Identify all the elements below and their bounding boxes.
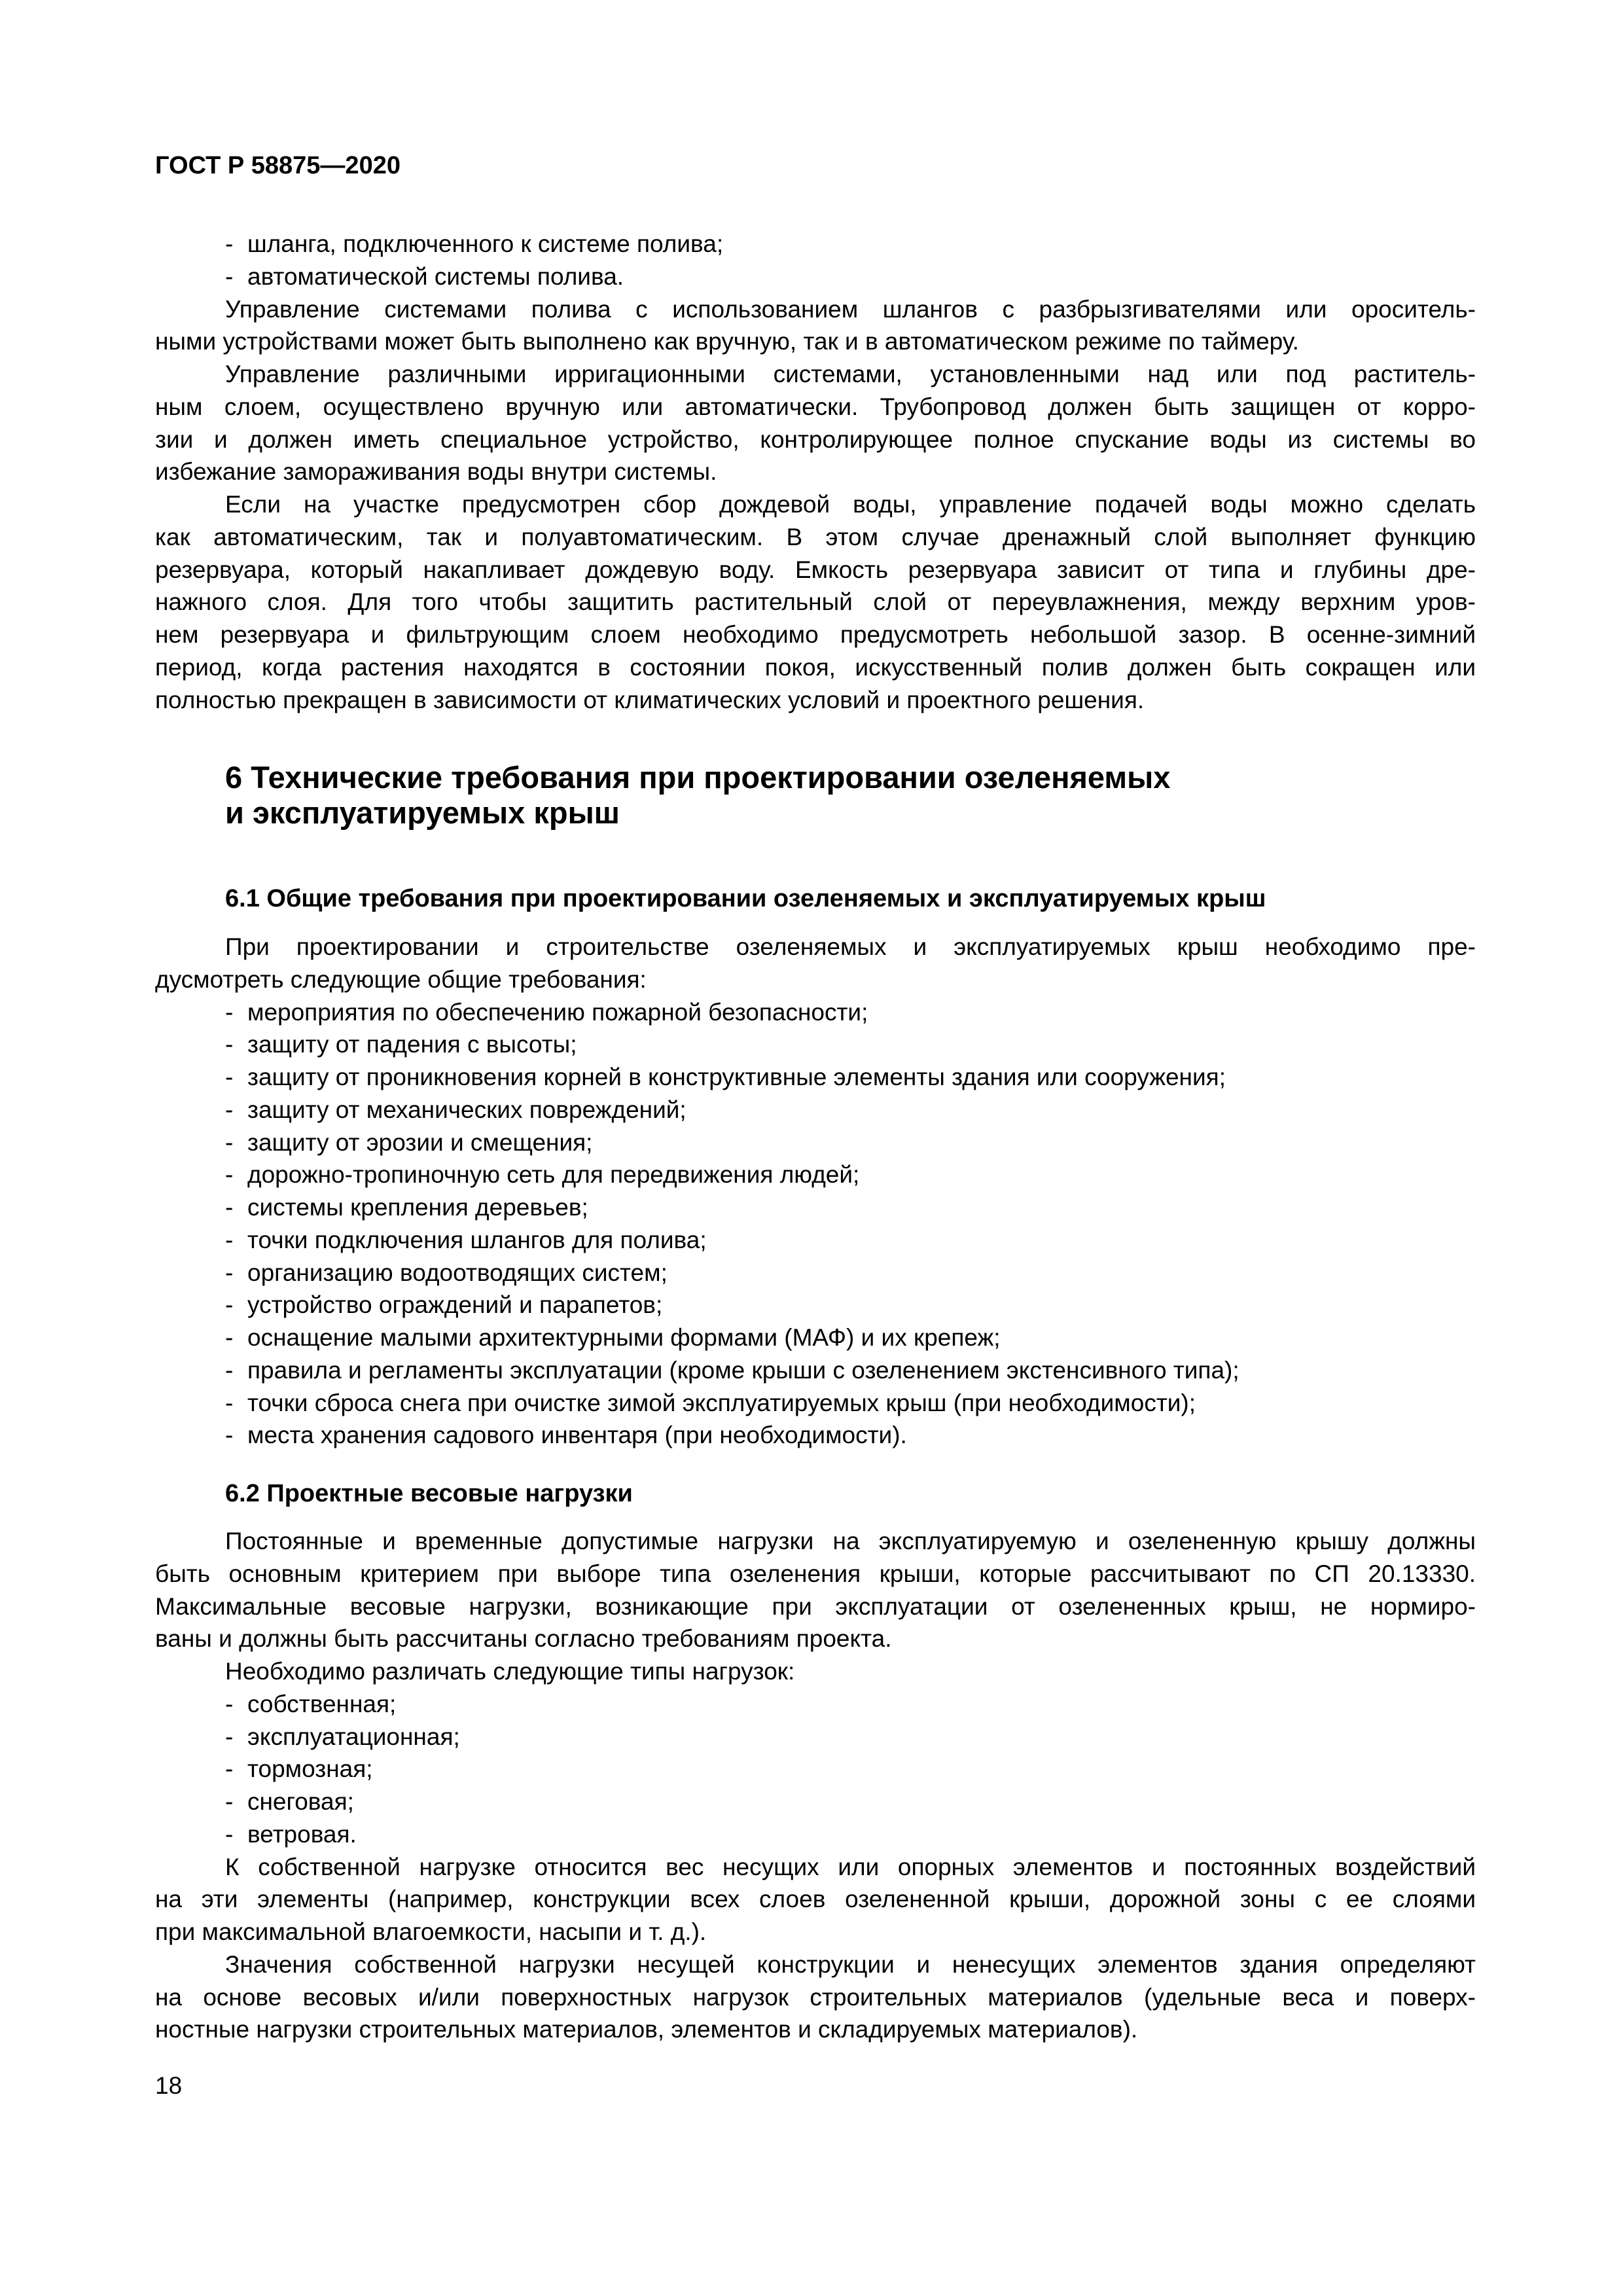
bullet-dash: -	[225, 1031, 234, 1058]
list-item: места хранения садового инвентаря (при необходимости).	[247, 1422, 907, 1449]
list-item: защиту от эрозии и смещения;	[247, 1128, 593, 1156]
bullet-dash: -	[225, 1690, 234, 1717]
list-item: дорожно-тропиночную сеть для передвижения людей;	[247, 1161, 860, 1189]
paragraph-line: ным слоем, осуществлено вручную или автоматически. Трубопровод должен быть защищен от корро-	[155, 393, 1476, 420]
paragraph-line: при максимальной влагоемкости, насыпи и т. д.).	[155, 1918, 707, 1945]
bullet-dash: -	[225, 1755, 234, 1783]
list-item: точки сброса снега при очистке зимой эксплуатируемых крыш (при необходимости);	[247, 1389, 1196, 1416]
document-header: ГОСТ Р 58875—2020	[155, 152, 401, 179]
paragraph-line: ваны и должны быть рассчитаны согласно требованиям проекта.	[155, 1625, 892, 1653]
bullet-dash: -	[225, 1356, 234, 1384]
paragraph-line: на основе весовых и/или поверхностных нагрузок строительных материалов (удельные веса и поверх-	[155, 1983, 1476, 2011]
bullet-dash: -	[225, 1324, 234, 1351]
list-item: защиту от падения с высоты;	[247, 1031, 577, 1058]
paragraph-line: дусмотреть следующие общие требования:	[155, 965, 647, 993]
paragraph-line: быть основным критерием при выборе типа озеленения крыши, которые рассчитывают по СП 20.13330.	[155, 1560, 1476, 1587]
bullet-dash: -	[225, 1422, 234, 1449]
paragraph-line: ностные нагрузки строительных материалов, элементов и складируемых материалов).	[155, 2016, 1138, 2043]
section-heading: 6 Технические требования при проектировании озеленяемых	[225, 760, 1171, 795]
list-item: правила и регламенты эксплуатации (кроме крыши с озеленением экстенсивного типа);	[247, 1356, 1240, 1384]
paragraph-line: Значения собственной нагрузки несущей конструкции и ненесущих элементов здания определяют	[225, 1950, 1476, 1978]
paragraph-line: Если на участке предусмотрен сбор дождевой воды, управление подачей воды можно сделать	[225, 491, 1476, 518]
paragraph-line: нажного слоя. Для того чтобы защитить растительный слой от переувлажнения, между верхним уров-	[155, 588, 1476, 616]
paragraph-line: на эти элементы (например, конструкции всех слоев озелененной крыши, дорожной зоны с ее слоями	[155, 1886, 1476, 1913]
list-item: ветровая.	[247, 1820, 357, 1848]
paragraph-line: зии и должен иметь специальное устройство, контролирующее полное спускание воды из системы во	[155, 425, 1476, 453]
paragraph-line: полностью прекращен в зависимости от климатических условий и проектного решения.	[155, 686, 1145, 713]
paragraph-line: Управление различными ирригационными системами, установленными над или под раститель-	[225, 361, 1476, 387]
bullet-dash: -	[225, 1723, 234, 1750]
bullet-dash: -	[225, 230, 234, 257]
bullet-dash: -	[225, 1259, 234, 1286]
paragraph-line: как автоматическим, так и полуавтоматическим. В этом случае дренажный слой выполняет функцию	[155, 523, 1476, 550]
paragraph-line: При проектировании и строительстве озеленяемых и эксплуатируемых крыш необходимо пре-	[225, 933, 1476, 960]
bullet-dash: -	[225, 1161, 234, 1189]
paragraph-line: Необходимо различать следующие типы нагрузок:	[225, 1658, 795, 1685]
paragraph-line: период, когда растения находятся в состоянии покоя, искусственный полив должен быть сокращен или	[155, 653, 1476, 681]
bullet-dash: -	[225, 1226, 234, 1253]
paragraph-line: К собственной нагрузке относится вес несущих или опорных элементов и постоянных воздействий	[225, 1853, 1476, 1880]
subsection-heading: 6.1 Общие требования при проектировании озеленяемых и эксплуатируемых крыш	[225, 885, 1266, 912]
paragraph-line: ными устройствами может быть выполнено как вручную, так и в автоматическом режиме по таймеру.	[155, 328, 1299, 355]
list-item: точки подключения шлангов для полива;	[247, 1226, 707, 1253]
paragraph-line: Максимальные весовые нагрузки, возникающие при эксплуатации от озелененных крыш, не нормиро-	[155, 1592, 1476, 1620]
list-item: устройство ограждений и парапетов;	[247, 1291, 663, 1319]
bullet-dash: -	[225, 998, 234, 1026]
bullet-dash: -	[225, 1064, 234, 1090]
list-item: защиту от проникновения корней в конструктивные элементы здания или сооружения;	[247, 1064, 1226, 1090]
bullet-dash: -	[225, 1194, 234, 1221]
list-item: организацию водоотводящих систем;	[247, 1259, 668, 1286]
section-heading: и эксплуатируемых крыш	[225, 795, 620, 830]
list-item: автоматической системы полива.	[247, 262, 624, 290]
bullet-dash: -	[225, 1389, 234, 1416]
list-item: шланга, подключенного к системе полива;	[247, 230, 724, 257]
list-item: защиту от механических повреждений;	[247, 1096, 687, 1123]
list-item: мероприятия по обеспечению пожарной безопасности;	[247, 998, 868, 1026]
list-item: тормозная;	[247, 1755, 373, 1783]
paragraph-line: резервуара, который накапливает дождевую воду. Емкость резервуара зависит от типа и глубины дре-	[155, 556, 1476, 583]
list-item: оснащение малыми архитектурными формами (МАФ) и их крепеж;	[247, 1324, 1001, 1351]
subsection-heading: 6.2 Проектные весовые нагрузки	[225, 1480, 633, 1507]
list-item: эксплуатационная;	[247, 1723, 460, 1750]
paragraph-line: нем резервуара и фильтрующим слоем необходимо предусмотреть небольшой зазор. В осенне-зимний	[155, 621, 1476, 648]
bullet-dash: -	[225, 1291, 234, 1319]
list-item: снеговая;	[247, 1788, 354, 1815]
paragraph-line: Управление системами полива с использованием шлангов с разбрызгивателями или ороситель-	[225, 295, 1476, 323]
list-item: системы крепления деревьев;	[247, 1194, 588, 1221]
page-number: 18	[155, 2072, 183, 2099]
list-item: собственная;	[247, 1690, 397, 1717]
paragraph-line: Постоянные и временные допустимые нагрузки на эксплуатируемую и озелененную крышу должны	[225, 1528, 1476, 1554]
bullet-dash: -	[225, 1788, 234, 1815]
bullet-dash: -	[225, 1820, 234, 1848]
bullet-dash: -	[225, 1128, 234, 1156]
bullet-dash: -	[225, 1096, 234, 1123]
paragraph-line: избежание замораживания воды внутри системы.	[155, 458, 717, 486]
bullet-dash: -	[225, 262, 234, 290]
